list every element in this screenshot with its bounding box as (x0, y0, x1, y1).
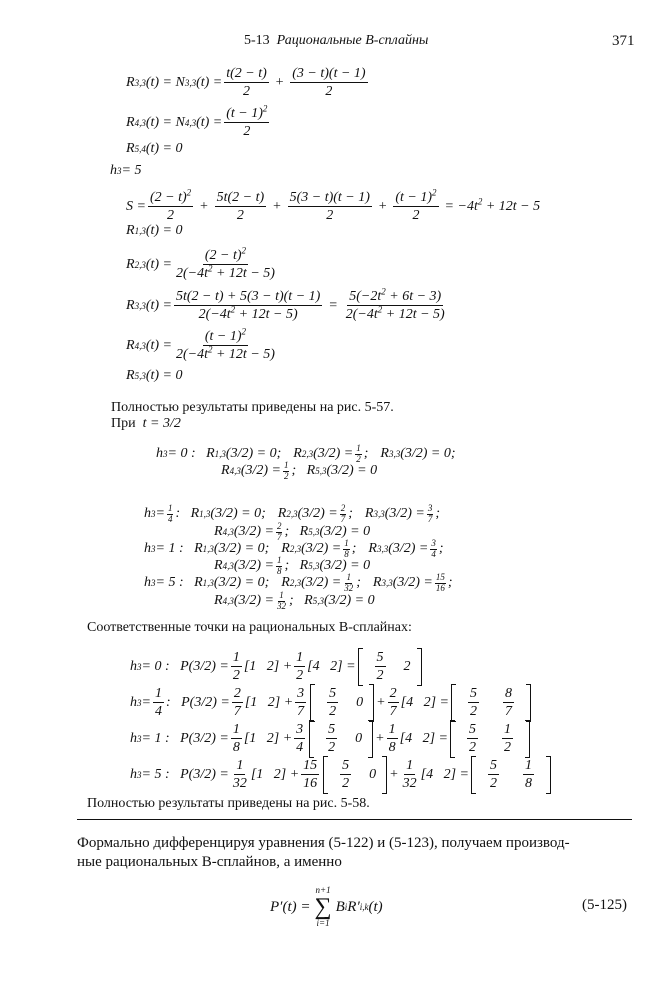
at-t-label: При (111, 416, 136, 431)
eq-R33: R 3,3 (t) = N 3,3 (t) = $\frac{t(2 - t)}{2}$ + $\frac{(3 - t)(t - 1)}{2}$ (126, 66, 366, 100)
corresponding-points: Соответственные точки на рациональных B-сплайнах: (87, 620, 412, 635)
h3-5-line2: R 4,3 (3/2) = $\frac{1}{32}$ ; R 5,3 (3/2) = 0 (214, 590, 375, 611)
h3-quarter-line2: R 4,3 (3/2) = $\frac{2}{7}$ ; R 5,3 (3/2) = 0 (214, 521, 371, 542)
h3-1-line2: R 4,3 (3/2) = $\frac{1}{8}$ ; R 5,3 (3/2) = 0 (214, 555, 371, 576)
paragraph-line1: Формально дифференцируя уравнения (5-122) и (5-123), получаем производ- (77, 835, 570, 851)
eq-R13: R 1,3 (t) = 0 (126, 223, 183, 238)
h3-quarter-line1: h 3 = $\frac{1}{4}$ : R 1,3 (3/2) = 0; R 2,3 (3/2) = $\frac{2}{7}$ ; R 3,3 (3/2) = $\frac{3}{7}$ ; (144, 503, 441, 524)
full-results-57: Полностью результаты приведены на рис. 5-57. (111, 400, 394, 415)
point-h3-quarter: h 3 = $\frac{1}{4}$ : P(3/2) = $\frac{2}{7}$ [1 2] + $\frac{3}{7}$ $\frac{5}{2}$ 0 + $\frac{2}{7}$ [4 2] = $\frac{5}{2}$ $\frac{8}{7}$ (130, 684, 533, 722)
eq-R33-full: R 3,3 (t) = $\frac{5t(2 - t) + 5(3 - t)(t - 1)}{2(-4t^2 + 12t - 5)}$ = $\frac{5(-2t^2 + 6t - 3)}{2(-4t^2 + 12t - 5)}$ (126, 286, 445, 323)
section-title: Рациональные B-сплайны (276, 33, 429, 48)
section-divider (77, 819, 632, 820)
point-h3-0: h 3 = 0 : P(3/2) = $\frac{1}{2}$ [1 2] + $\frac{1}{2}$ [4 2] = $\frac{5}{2}$ 2 (130, 648, 424, 686)
h3-0-line1: h 3 = 0 : R 1,3 (3/2) = 0; R 2,3 (3/2) = $\frac{1}{2}$ ; R 3,3 (3/2) = 0; (156, 443, 456, 464)
running-header (244, 33, 428, 49)
t-value: t = 3/2 (142, 416, 181, 431)
eq-R53: R 5,3 (t) = 0 (126, 368, 183, 383)
eq-R43: R 4,3 (t) = N 4,3 (t) = $\frac{(t - 1)^2}{2}$ (126, 103, 268, 140)
eq-derivative: P′(t) = n+1 ∑ i=1 B i R′ i,k (t) (270, 885, 383, 928)
page-number: 371 (612, 33, 635, 49)
eq-h3: h 3 = 5 (110, 163, 142, 178)
eq-R23: R 2,3 (t) = $\frac{(2 - t)^2}{2(-4t^2 + 12t - 5)}$ (126, 245, 275, 282)
point-h3-1: h 3 = 1 : P(3/2) = $\frac{1}{8}$ [1 2] + $\frac{3}{4}$ $\frac{5}{2}$ 0 + $\frac{1}{8}$ [4 2] = $\frac{5}{2}$ $\frac{1}{2}$ (130, 720, 532, 758)
section-number: 5-13 (244, 33, 270, 48)
equation-number: (5-125) (582, 897, 627, 913)
h3-0-line2: R 4,3 (3/2) = $\frac{1}{2}$ ; R 5,3 (3/2) = 0 (221, 460, 378, 481)
eq-S: S = $\frac{(2 - t)^2}{2}$ + $\frac{5t(2 - t)}{2}$ + $\frac{5(3 - t)(t - 1)}{2}$ + $\frac{(t - 1)^2}{2}$ = $-4t^2 + 12t - 5$ (126, 187, 541, 224)
eq-R43-full: R 4,3 (t) = $\frac{(t - 1)^2}{2(-4t^2 + 12t - 5)}$ (126, 326, 275, 363)
eq-R54: R 5,4 (t) = 0 (126, 141, 183, 156)
h3-1-line1: h 3 = 1 : R 1,3 (3/2) = 0; R 2,3 (3/2) = $\frac{1}{8}$ ; R 3,3 (3/2) = $\frac{3}{4}$ ; (144, 538, 444, 559)
full-results-58: Полностью результаты приведены на рис. 5-58. (87, 796, 370, 811)
at-t-line (111, 416, 181, 432)
point-h3-5: h 3 = 5 : P(3/2) = $\frac{1}{32}$ [1 2] + $\frac{15}{16}$ $\frac{5}{2}$ 0 + $\frac{1}{32}$ [4 2] = $\frac{5}{2}$ $\frac{1}{8}$ (130, 756, 553, 794)
paragraph-line2: ные рациональных B-сплайнов, а именно (77, 854, 342, 870)
h3-5-line1: h 3 = 5 : R 1,3 (3/2) = 0; R 2,3 (3/2) = $\frac{1}{32}$ ; R 3,3 (3/2) = $\frac{15}{16}$ ; (144, 572, 453, 593)
